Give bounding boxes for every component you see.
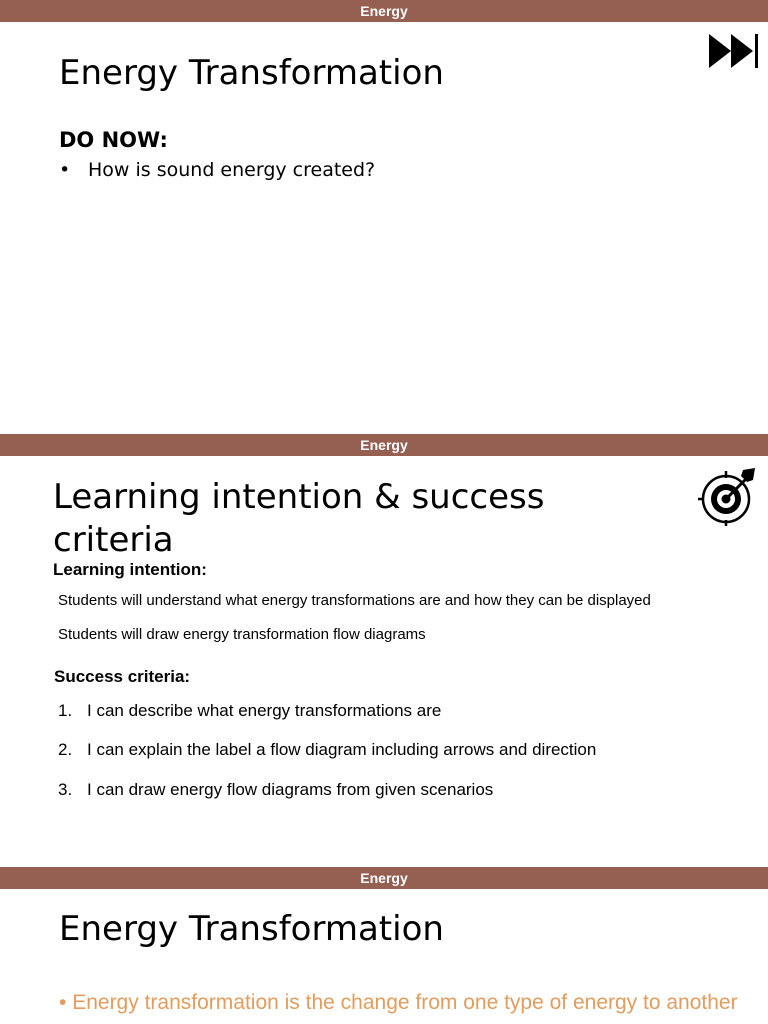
- bullet-marker: •: [59, 159, 71, 181]
- do-now-label: DO NOW:: [59, 128, 168, 152]
- target-icon: [697, 466, 757, 528]
- slide2-title: [53, 476, 544, 561]
- list-item: [58, 780, 493, 800]
- slide2-title-line2: criteria: [53, 519, 174, 560]
- bullet-marker: •: [59, 991, 67, 1014]
- list-text: I can draw energy flow diagrams from given scenarios: [87, 780, 494, 799]
- success-criteria-label: Success criteria:: [54, 667, 191, 686]
- list-number: 3.: [58, 780, 73, 799]
- learning-intention-item: Students will draw energy transformation flow diagrams: [58, 626, 426, 643]
- slide3-bullet: [59, 991, 738, 1015]
- list-number: 2.: [58, 740, 73, 759]
- learning-intention-item: Students will understand what energy transformations are and how they can be displayed: [58, 592, 651, 609]
- learning-intention-label: Learning intention:: [53, 560, 207, 579]
- fast-forward-icon[interactable]: [707, 32, 761, 72]
- list-text: I can explain the label a flow diagram including arrows and direction: [87, 740, 597, 759]
- slide3-point: Energy transformation is the change from one type of energy to another: [72, 991, 738, 1014]
- slide1-title: Energy Transformation: [59, 53, 444, 93]
- slide2-title-line1: Learning intention & success: [53, 477, 545, 517]
- do-now-question: How is sound energy created?: [88, 159, 376, 181]
- list-item: [58, 701, 441, 721]
- success-criteria-list: [58, 701, 738, 811]
- slide3-title: Energy Transformation: [59, 909, 444, 949]
- slide2-banner: Energy: [0, 434, 768, 456]
- list-text: I can describe what energy transformations are: [87, 701, 442, 720]
- slide1-banner: Energy: [0, 0, 768, 22]
- list-item: [58, 740, 596, 760]
- list-number: 1.: [58, 701, 73, 720]
- slide3-banner: Energy: [0, 867, 768, 889]
